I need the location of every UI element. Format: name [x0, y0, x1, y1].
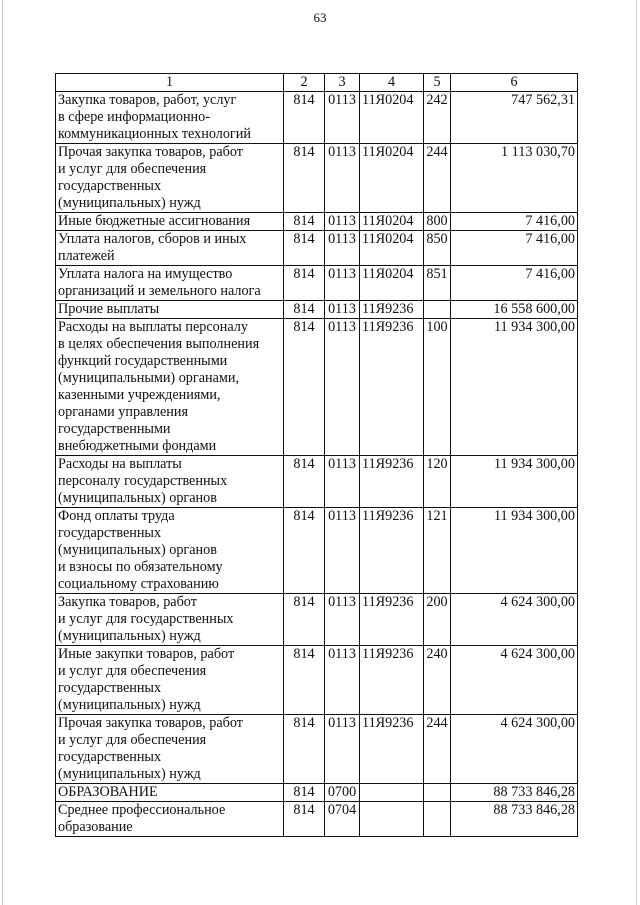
- section-code: 0113: [325, 301, 360, 319]
- table-row: [56, 508, 578, 594]
- expense-type-code: 244: [424, 715, 451, 784]
- row-name: Фонд оплаты труда государственных (муниципальных) органов и взносы по обязательному социальному страхованию: [56, 508, 284, 594]
- target-code: 11Я9236: [360, 301, 424, 319]
- amount: 7 416,00: [451, 266, 578, 301]
- target-code: 11Я9236: [360, 646, 424, 715]
- table-row: [56, 266, 578, 301]
- target-code: [360, 784, 424, 802]
- section-code: 0113: [325, 92, 360, 144]
- column-header-ministry: 2: [284, 74, 325, 92]
- amount: 7 416,00: [451, 213, 578, 231]
- row-name: Уплата налогов, сборов и иных платежей: [56, 231, 284, 266]
- target-code: 11Я0204: [360, 92, 424, 144]
- column-header-expense-type: 5: [424, 74, 451, 92]
- amount: 16 558 600,00: [451, 301, 578, 319]
- row-name: ОБРАЗОВАНИЕ: [56, 784, 284, 802]
- ministry-code: 814: [284, 319, 325, 456]
- expense-type-code: 100: [424, 319, 451, 456]
- expense-type-code: 851: [424, 266, 451, 301]
- section-code: 0113: [325, 594, 360, 646]
- amount: 11 934 300,00: [451, 508, 578, 594]
- amount: 4 624 300,00: [451, 594, 578, 646]
- table-row: [56, 456, 578, 508]
- expense-type-code: [424, 784, 451, 802]
- target-code: 11Я9236: [360, 319, 424, 456]
- target-code: 11Я0204: [360, 213, 424, 231]
- amount: 11 934 300,00: [451, 319, 578, 456]
- target-code: 11Я9236: [360, 715, 424, 784]
- ministry-code: 814: [284, 213, 325, 231]
- scan-left-edge: [2, 0, 3, 905]
- row-name: Расходы на выплаты персоналу государственных (муниципальных) органов: [56, 456, 284, 508]
- ministry-code: 814: [284, 594, 325, 646]
- table-row: [56, 802, 578, 837]
- amount: 1 113 030,70: [451, 144, 578, 213]
- target-code: 11Я0204: [360, 266, 424, 301]
- amount: 747 562,31: [451, 92, 578, 144]
- row-name: Иные закупки товаров, работ и услуг для обеспечения государственных (муниципальных) нужд: [56, 646, 284, 715]
- ministry-code: 814: [284, 508, 325, 594]
- section-code: 0113: [325, 508, 360, 594]
- expense-type-code: [424, 301, 451, 319]
- target-code: 11Я9236: [360, 456, 424, 508]
- expense-type-code: 121: [424, 508, 451, 594]
- amount: 88 733 846,28: [451, 784, 578, 802]
- column-header-amount: 6: [451, 74, 578, 92]
- ministry-code: 814: [284, 784, 325, 802]
- table-row: [56, 301, 578, 319]
- target-code: 11Я9236: [360, 594, 424, 646]
- section-code: 0113: [325, 646, 360, 715]
- section-code: 0113: [325, 144, 360, 213]
- target-code: 11Я0204: [360, 144, 424, 213]
- ministry-code: 814: [284, 456, 325, 508]
- section-code: 0113: [325, 319, 360, 456]
- table-row: [56, 784, 578, 802]
- table-row: [56, 231, 578, 266]
- row-name: Расходы на выплаты персоналу в целях обеспечения выполнения функций государственными (муниципальными) органами, казенными учреждениями, органами управления государственными внебюджетными фондами: [56, 319, 284, 456]
- expense-type-code: 850: [424, 231, 451, 266]
- table-row: [56, 715, 578, 784]
- row-name: Среднее профессиональное образование: [56, 802, 284, 837]
- expense-type-code: 200: [424, 594, 451, 646]
- amount: 4 624 300,00: [451, 715, 578, 784]
- section-code: 0113: [325, 456, 360, 508]
- section-code: 0700: [325, 784, 360, 802]
- ministry-code: 814: [284, 715, 325, 784]
- column-header-section: 3: [325, 74, 360, 92]
- amount: 4 624 300,00: [451, 646, 578, 715]
- table-row: [56, 213, 578, 231]
- table-row: [56, 594, 578, 646]
- expense-type-code: 244: [424, 144, 451, 213]
- section-code: 0113: [325, 715, 360, 784]
- amount: 11 934 300,00: [451, 456, 578, 508]
- row-name: Прочая закупка товаров, работ и услуг для обеспечения государственных (муниципальных) нужд: [56, 144, 284, 213]
- ministry-code: 814: [284, 301, 325, 319]
- table-row: [56, 319, 578, 456]
- ministry-code: 814: [284, 266, 325, 301]
- table-row: [56, 144, 578, 213]
- section-code: 0113: [325, 266, 360, 301]
- expense-type-code: 120: [424, 456, 451, 508]
- row-name: Закупка товаров, работ, услуг в сфере информационно- коммуникационных технологий: [56, 92, 284, 144]
- section-code: 0704: [325, 802, 360, 837]
- amount: 88 733 846,28: [451, 802, 578, 837]
- ministry-code: 814: [284, 646, 325, 715]
- ministry-code: 814: [284, 144, 325, 213]
- row-name: Закупка товаров, работ и услуг для государственных (муниципальных) нужд: [56, 594, 284, 646]
- page-number: 63: [313, 10, 327, 25]
- ministry-code: 814: [284, 231, 325, 266]
- amount: 7 416,00: [451, 231, 578, 266]
- section-code: 0113: [325, 231, 360, 266]
- target-code: 11Я0204: [360, 231, 424, 266]
- row-name: Иные бюджетные ассигнования: [56, 213, 284, 231]
- ministry-code: 814: [284, 92, 325, 144]
- row-name: Уплата налога на имущество организаций и земельного налога: [56, 266, 284, 301]
- table-row: [56, 646, 578, 715]
- expense-type-code: 242: [424, 92, 451, 144]
- column-header-name: 1: [56, 74, 284, 92]
- column-header-target: 4: [360, 74, 424, 92]
- row-name: Прочие выплаты: [56, 301, 284, 319]
- expense-type-code: 240: [424, 646, 451, 715]
- section-code: 0113: [325, 213, 360, 231]
- row-name: Прочая закупка товаров, работ и услуг для обеспечения государственных (муниципальных) нужд: [56, 715, 284, 784]
- expense-type-code: [424, 802, 451, 837]
- expense-type-code: 800: [424, 213, 451, 231]
- table-header-row: [56, 74, 578, 92]
- table-row: [56, 92, 578, 144]
- budget-table: [55, 73, 578, 837]
- ministry-code: 814: [284, 802, 325, 837]
- target-code: 11Я9236: [360, 508, 424, 594]
- target-code: [360, 802, 424, 837]
- scan-right-edge: [636, 0, 637, 905]
